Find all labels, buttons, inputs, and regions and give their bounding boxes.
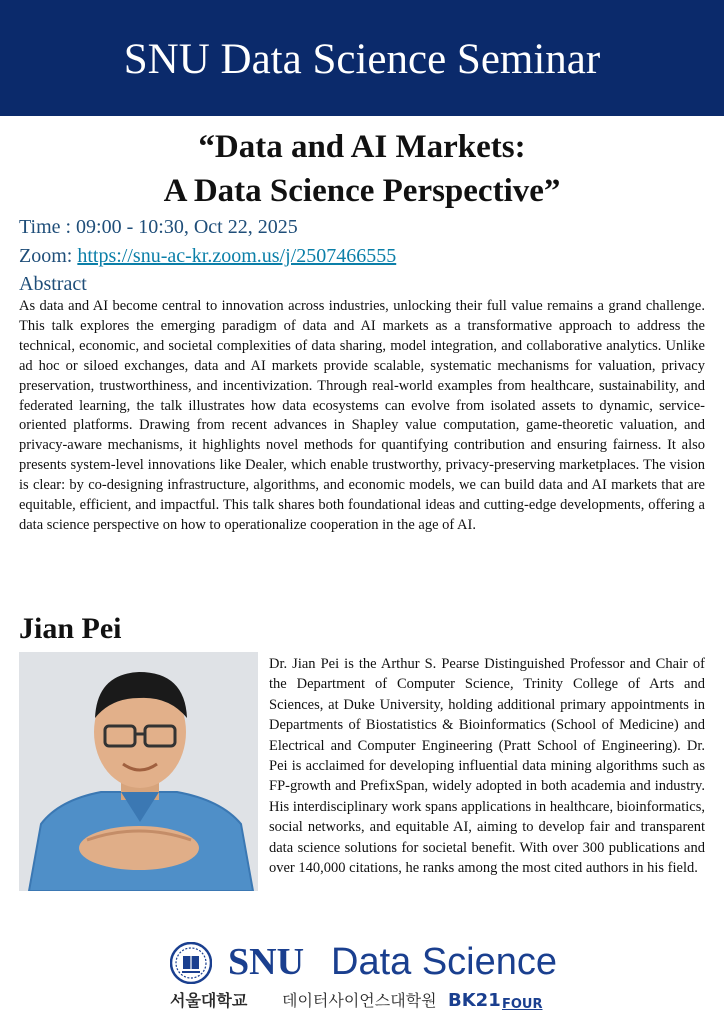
speaker-bio: Dr. Jian Pei is the Arthur S. Pearse Distinguished Professor and Chair of the Department of Computer Science, Trinity College of Arts and Sciences, at Duke University, holding additional primary appointments in Departments of Biostatistics & Bioinformatics (School of Medicine) and Electrical and Computer Engineering (Pratt School of Engineering). Dr. Pei is acclaimed for developing influential data mining algorithms such as FP-growth and PrefixSpan, widely adopted in both academia and industry. His interdisciplinary work spans applications in healthcare, bioinformatics, social networks, and equitable AI, aiming to develop fair and transparent data science solutions for societal benefit. With over 300 publications and over 140,000 citations, he ranks among the most cited authors in his field. bbox=[269, 656, 705, 877]
zoom-link[interactable]: https://snu-ac-kr.zoom.us/j/2507466555 bbox=[77, 245, 397, 267]
graduate-school-name: 데이터사이언스대학원 bbox=[282, 991, 437, 1010]
snu-data-science-logo bbox=[170, 936, 570, 988]
speaker-name: Jian Pei bbox=[19, 612, 122, 645]
university-name: 서울대학교 bbox=[170, 991, 248, 1010]
seminar-title: SNU Data Science Seminar bbox=[123, 36, 601, 83]
zoom-label: Zoom: bbox=[19, 245, 78, 267]
four-label: FOUR bbox=[502, 997, 543, 1012]
header-banner bbox=[0, 0, 724, 116]
logo-snu-text: SNU bbox=[228, 941, 305, 983]
talk-title bbox=[0, 125, 724, 213]
zoom-line bbox=[19, 244, 396, 268]
snu-seal-icon bbox=[170, 942, 212, 984]
speaker-photo bbox=[19, 652, 258, 891]
logo-data-science-text: Data Science bbox=[331, 941, 558, 983]
talk-title-line-1: “Data and AI Markets: bbox=[198, 129, 526, 165]
bk21-label: BK21 bbox=[448, 990, 501, 1011]
speaker-portrait-icon bbox=[19, 652, 258, 891]
talk-title-line-2: A Data Science Perspective” bbox=[163, 173, 561, 209]
abstract-heading: Abstract bbox=[19, 273, 87, 295]
abstract-text: As data and AI become central to innovation across industries, unlocking their full value remains a grand challenge. This talk explores the emerging paradigm of data and AI markets as a transformative approach to address the technical, economic, and societal complexities of data sharing, model integration, and collaborative analytics. Unlike ad hoc or siloed exchanges, data and AI markets provide scalable, systematic mechanisms for valuation, privacy preservation, trustworthiness, and incentivization. Through real-world examples from healthcare, sustainability, and federated learning, the talk illustrates how data ecosystems can evolve from isolated assets to dynamic, service-oriented platforms. Drawing from recent advances in Shapley value computation, game-theoretic valuation, and privacy-aware mechanisms, it highlights novel methods for quantifying contribution and ensuring fairness. It also presents system-level innovations like Dealer, which enable trustworthy, privacy-preserving marketplaces. The vision is clear: by co-designing infrastructure, algorithms, and economic models, we can build data and AI markets that are equitable, efficient, and impactful. This talk shares both foundational ideas and cutting-edge developments, offering a data science perspective on how to operationalize cooperation in the age of AI. bbox=[19, 298, 705, 533]
time-line: Time : 09:00 - 10:30, Oct 22, 2025 bbox=[19, 216, 298, 238]
footer-affiliations bbox=[170, 990, 570, 1016]
